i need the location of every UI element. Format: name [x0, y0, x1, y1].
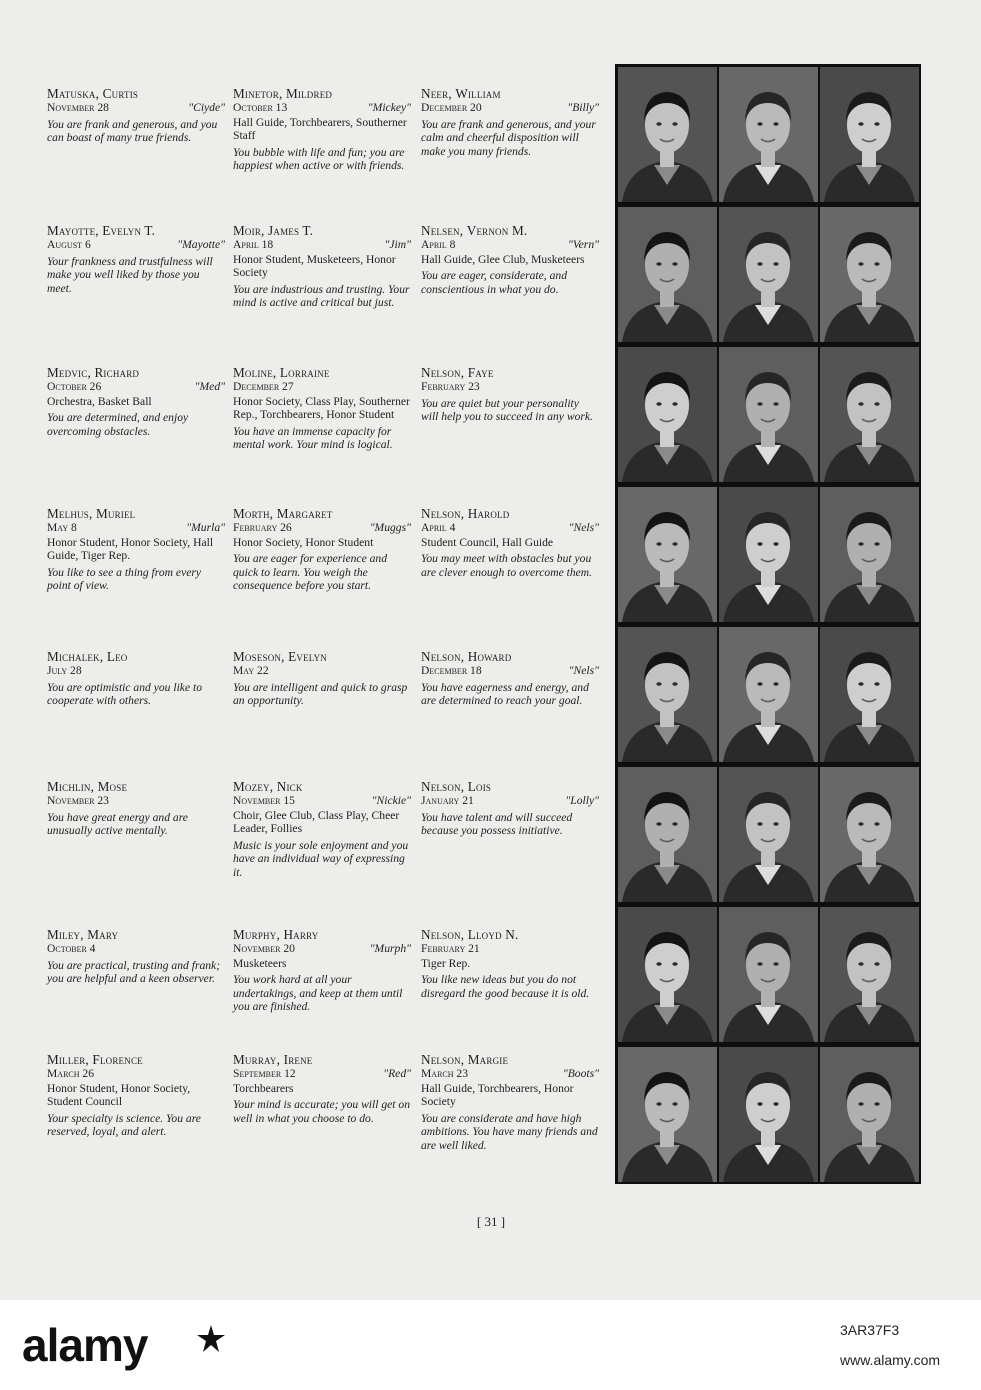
student-entry [233, 649, 411, 708]
student-surname: Nelson [421, 506, 461, 521]
student-portrait [719, 1047, 818, 1182]
student-given-name: Howard [467, 649, 512, 664]
alamy-logo: alamy [22, 1319, 148, 1371]
student-surname: Morth [233, 506, 270, 521]
personality-description: You are frank and generous, and you can boast of many true friends. [47, 117, 218, 145]
student-entry [233, 86, 411, 173]
student-surname: Moline [233, 365, 273, 380]
activities: Honor Student, Musketeers, Honor Society [233, 252, 396, 280]
birth-date: December 18 [421, 664, 482, 677]
student-surname: Nelson [421, 365, 461, 380]
student-name: Miley, Mary [47, 927, 119, 942]
student-given-name: Margie [467, 1052, 509, 1067]
student-name: Murphy, Harry [233, 927, 319, 942]
student-portrait [618, 207, 717, 342]
student-portrait [618, 347, 717, 482]
student-given-name: Lloyd N. [467, 927, 519, 942]
student-entry [47, 365, 225, 438]
student-surname: Miley [47, 927, 81, 942]
birth-date: May 22 [233, 664, 269, 677]
student-surname: Murphy [233, 927, 277, 942]
student-entry [421, 506, 599, 579]
student-name: Matuska, Curtis [47, 86, 139, 101]
personality-description: You are practical, trusting and frank; you are helpful and a keen observer. [47, 958, 221, 986]
student-entry [421, 649, 599, 708]
personality-description: You are eager for experience and quick to learn. You weigh the consequence before you start. [233, 552, 388, 593]
student-entry [47, 1052, 225, 1139]
nickname: "Murph" [369, 942, 411, 955]
nickname: "Mayotte" [177, 238, 225, 251]
student-portrait [820, 907, 919, 1042]
birth-date: February 26 [233, 521, 292, 534]
student-name: Nelson, Margie [421, 1052, 509, 1067]
student-portrait [820, 67, 919, 202]
student-surname: Nelson [421, 779, 461, 794]
student-surname: Moir [233, 223, 262, 238]
student-given-name: Mary [87, 927, 119, 942]
personality-description: You are optimistic and you like to cooperate with others. [47, 680, 203, 708]
activities: Hall Guide, Torchbearers, Southerner Staff [233, 115, 407, 143]
student-given-name: Irene [283, 1052, 313, 1067]
alamy-star-icon [195, 1323, 227, 1355]
student-given-name: Nick [276, 779, 303, 794]
student-name: Morth, Margaret [233, 506, 333, 521]
personality-description: You are industrious and trusting. Your mind is active and critical but just. [233, 282, 410, 310]
activities: Hall Guide, Glee Club, Musketeers [421, 252, 585, 266]
student-entry [421, 365, 599, 424]
birth-date: November 20 [233, 942, 295, 955]
personality-description: You are frank and generous, and your calm and cheerful disposition will make you many friends. [421, 117, 596, 158]
student-name: Minetor, Mildred [233, 86, 333, 101]
student-portrait [719, 907, 818, 1042]
student-name: Nelsen, Vernon M. [421, 223, 528, 238]
personality-description: You bubble with life and fun; you are happiest when active or with friends. [233, 145, 405, 173]
student-name: Nelson, Harold [421, 506, 510, 521]
student-surname: Matuska [47, 86, 96, 101]
student-portrait [719, 207, 818, 342]
student-given-name: Margaret [276, 506, 333, 521]
personality-description: Your frankness and trustfulness will make you well liked by those you meet. [47, 254, 213, 295]
nickname: "Lolly" [565, 794, 599, 807]
birth-date: April 4 [421, 521, 456, 534]
student-name: Murray, Irene [233, 1052, 313, 1067]
nickname: "Mickey" [367, 101, 411, 114]
student-entry [47, 779, 225, 838]
student-portrait [618, 1047, 717, 1182]
activities: Student Council, Hall Guide [421, 535, 554, 549]
activities: Honor Society, Honor Student [233, 535, 374, 549]
student-entry [233, 927, 411, 1014]
nickname: "Jim" [384, 238, 411, 251]
student-surname: Nelson [421, 649, 461, 664]
student-portrait [820, 627, 919, 762]
birth-date: April 18 [233, 238, 274, 251]
student-name: Nelson, Lloyd N. [421, 927, 519, 942]
student-name: Melhus, Muriel [47, 506, 136, 521]
student-name: Medvic, Richard [47, 365, 140, 380]
student-surname: Minetor [233, 86, 279, 101]
student-entry [47, 506, 225, 593]
nickname: "Billy" [567, 101, 599, 114]
student-portrait [719, 627, 818, 762]
student-given-name: Lorraine [279, 365, 330, 380]
nickname: "Med" [194, 380, 225, 393]
student-portrait [820, 767, 919, 902]
activities: Choir, Glee Club, Class Play, Cheer Leader, Follies [233, 808, 400, 836]
student-entry [233, 365, 411, 452]
student-given-name: Lois [467, 779, 492, 794]
nickname: "Ciyde" [188, 101, 225, 114]
nickname: "Red" [383, 1067, 411, 1080]
birth-date: November 15 [233, 794, 295, 807]
student-given-name: Evelyn T. [102, 223, 156, 238]
birth-date: February 21 [421, 942, 480, 955]
student-name: Mozey, Nick [233, 779, 303, 794]
personality-description: Music is your sole enjoyment and you have an individual way of expressing it. [233, 838, 409, 879]
student-name: Moline, Lorraine [233, 365, 330, 380]
student-surname: Murray [233, 1052, 277, 1067]
student-surname: Mayotte [47, 223, 96, 238]
birth-date: December 27 [233, 380, 294, 393]
activities: Honor Student, Honor Society, Student Council [47, 1081, 191, 1109]
student-surname: Moseson [233, 649, 282, 664]
student-entry [421, 86, 599, 158]
birth-date: November 23 [47, 794, 109, 807]
student-portrait [618, 627, 717, 762]
student-portrait [820, 207, 919, 342]
personality-description: You may meet with obstacles but you are clever enough to overcome them. [421, 552, 593, 579]
student-name: Moir, James T. [233, 223, 314, 238]
student-portrait [719, 487, 818, 622]
personality-description: You are eager, considerate, and conscientious in what you do. [421, 269, 567, 296]
personality-description: You have talent and will succeed because you possess initiative. [421, 810, 573, 838]
personality-description: You have great energy and are unusually active mentally. [47, 810, 188, 838]
student-surname: Michlin [47, 779, 91, 794]
student-entry [233, 506, 411, 593]
student-surname: Nelsen [421, 223, 460, 238]
birth-date: January 21 [421, 794, 474, 807]
student-name: Nelson, Faye [421, 365, 494, 380]
student-given-name: Leo [106, 649, 128, 664]
student-entry [233, 779, 411, 880]
image-id: 3AR37F3 [840, 1322, 900, 1338]
birth-date: October 26 [47, 380, 102, 393]
student-entry [421, 779, 599, 838]
personality-description: You like new ideas but you do not disregard the good because it is old. [421, 973, 590, 1000]
student-surname: Neer [421, 86, 449, 101]
student-given-name: Evelyn [288, 649, 327, 664]
student-name: Neer, William [421, 86, 501, 101]
personality-description: You like to see a thing from every point of view. [47, 565, 202, 593]
personality-description: You work hard at all your undertakings, and keep at them until you are finished. [233, 973, 403, 1014]
student-entry [47, 223, 225, 295]
student-name: Moseson, Evelyn [233, 649, 327, 664]
student-name: Michalek, Leo [47, 649, 128, 664]
student-entry [47, 927, 225, 986]
student-name: Miller, Florence [47, 1052, 143, 1067]
student-entry [233, 1052, 411, 1125]
nickname: "Muggs" [369, 521, 411, 534]
student-entry [421, 927, 599, 1000]
birth-date: July 28 [47, 664, 82, 677]
student-given-name: Curtis [102, 86, 139, 101]
student-portrait [618, 67, 717, 202]
page-number: [ 31 ] [476, 1214, 506, 1229]
student-given-name: Faye [467, 365, 494, 380]
personality-description: Your mind is accurate; you will get on well in what you choose to do. [233, 1098, 411, 1125]
birth-date: October 4 [47, 942, 96, 955]
nickname: "Boots" [562, 1067, 599, 1080]
nickname: "Nels" [568, 521, 599, 534]
student-portrait [820, 1047, 919, 1182]
activities: Musketeers [233, 956, 287, 970]
student-portrait [618, 907, 717, 1042]
student-given-name: Florence [92, 1052, 143, 1067]
birth-date: April 8 [421, 238, 456, 251]
photo-grid [615, 64, 921, 1184]
birth-date: March 26 [47, 1067, 95, 1080]
student-portrait [719, 67, 818, 202]
birth-date: November 28 [47, 101, 109, 114]
activities: Orchestra, Basket Ball [47, 394, 152, 408]
birth-date: August 6 [47, 238, 91, 251]
student-surname: Nelson [421, 927, 461, 942]
student-given-name: Muriel [95, 506, 136, 521]
student-entry [421, 223, 599, 296]
birth-date: September 12 [233, 1067, 296, 1080]
student-given-name: Harold [467, 506, 510, 521]
student-entry [47, 86, 225, 145]
personality-description: You are determined, and enjoy overcoming obstacles. [47, 411, 189, 438]
personality-description: Your specialty is science. You are reserved, loyal, and alert. [47, 1111, 201, 1139]
birth-date: October 13 [233, 101, 288, 114]
student-name: Michlin, Mose [47, 779, 128, 794]
student-portrait [618, 767, 717, 902]
student-portrait [820, 487, 919, 622]
site-url: www.alamy.com [840, 1352, 941, 1368]
student-name: Nelson, Lois [421, 779, 492, 794]
student-portrait [618, 487, 717, 622]
student-portrait [820, 347, 919, 482]
student-surname: Nelson [421, 1052, 461, 1067]
nickname: "Vern" [568, 238, 599, 251]
student-given-name: Mildred [285, 86, 333, 101]
student-surname: Michalek [47, 649, 100, 664]
student-surname: Medvic [47, 365, 88, 380]
student-surname: Miller [47, 1052, 86, 1067]
personality-description: You are considerate and have high ambitions. You have many friends and are well liked. [421, 1111, 598, 1152]
personality-description: You have an immense capacity for mental work. Your mind is logical. [233, 424, 393, 452]
activities: Hall Guide, Torchbearers, Honor Society [421, 1081, 574, 1109]
activities: Tiger Rep. [421, 956, 471, 970]
birth-date: February 23 [421, 380, 480, 393]
personality-description: You have eagerness and energy, and are determined to reach your goal. [421, 680, 589, 708]
personality-description: You are quiet but your personality will help you to succeed in any work. [421, 396, 593, 424]
student-name: Nelson, Howard [421, 649, 512, 664]
student-given-name: William [455, 86, 501, 101]
student-portrait [719, 347, 818, 482]
activities: Honor Student, Honor Society, Hall Guide, Tiger Rep. [47, 535, 214, 563]
nickname: "Nels" [568, 664, 599, 677]
student-given-name: Harry [283, 927, 319, 942]
activities: Torchbearers [233, 1081, 294, 1095]
student-entry [233, 223, 411, 310]
student-given-name: James T. [268, 223, 314, 238]
birth-date: December 20 [421, 101, 482, 114]
student-given-name: Richard [94, 365, 140, 380]
student-given-name: Mose [97, 779, 128, 794]
student-given-name: Vernon M. [466, 223, 528, 238]
student-entry [47, 649, 225, 708]
birth-date: March 23 [421, 1067, 469, 1080]
activities: Honor Society, Class Play, Southerner Rep., Torchbearers, Honor Student [233, 394, 410, 422]
nickname: "Nickie" [371, 794, 411, 807]
student-portrait [719, 767, 818, 902]
birth-date: May 8 [47, 521, 77, 534]
personality-description: You are intelligent and quick to grasp an opportunity. [233, 680, 408, 708]
student-name: Mayotte, Evelyn T. [47, 223, 156, 238]
nickname: "Murla" [186, 521, 225, 534]
student-entry [421, 1052, 599, 1153]
student-surname: Mozey [233, 779, 270, 794]
student-surname: Melhus [47, 506, 89, 521]
